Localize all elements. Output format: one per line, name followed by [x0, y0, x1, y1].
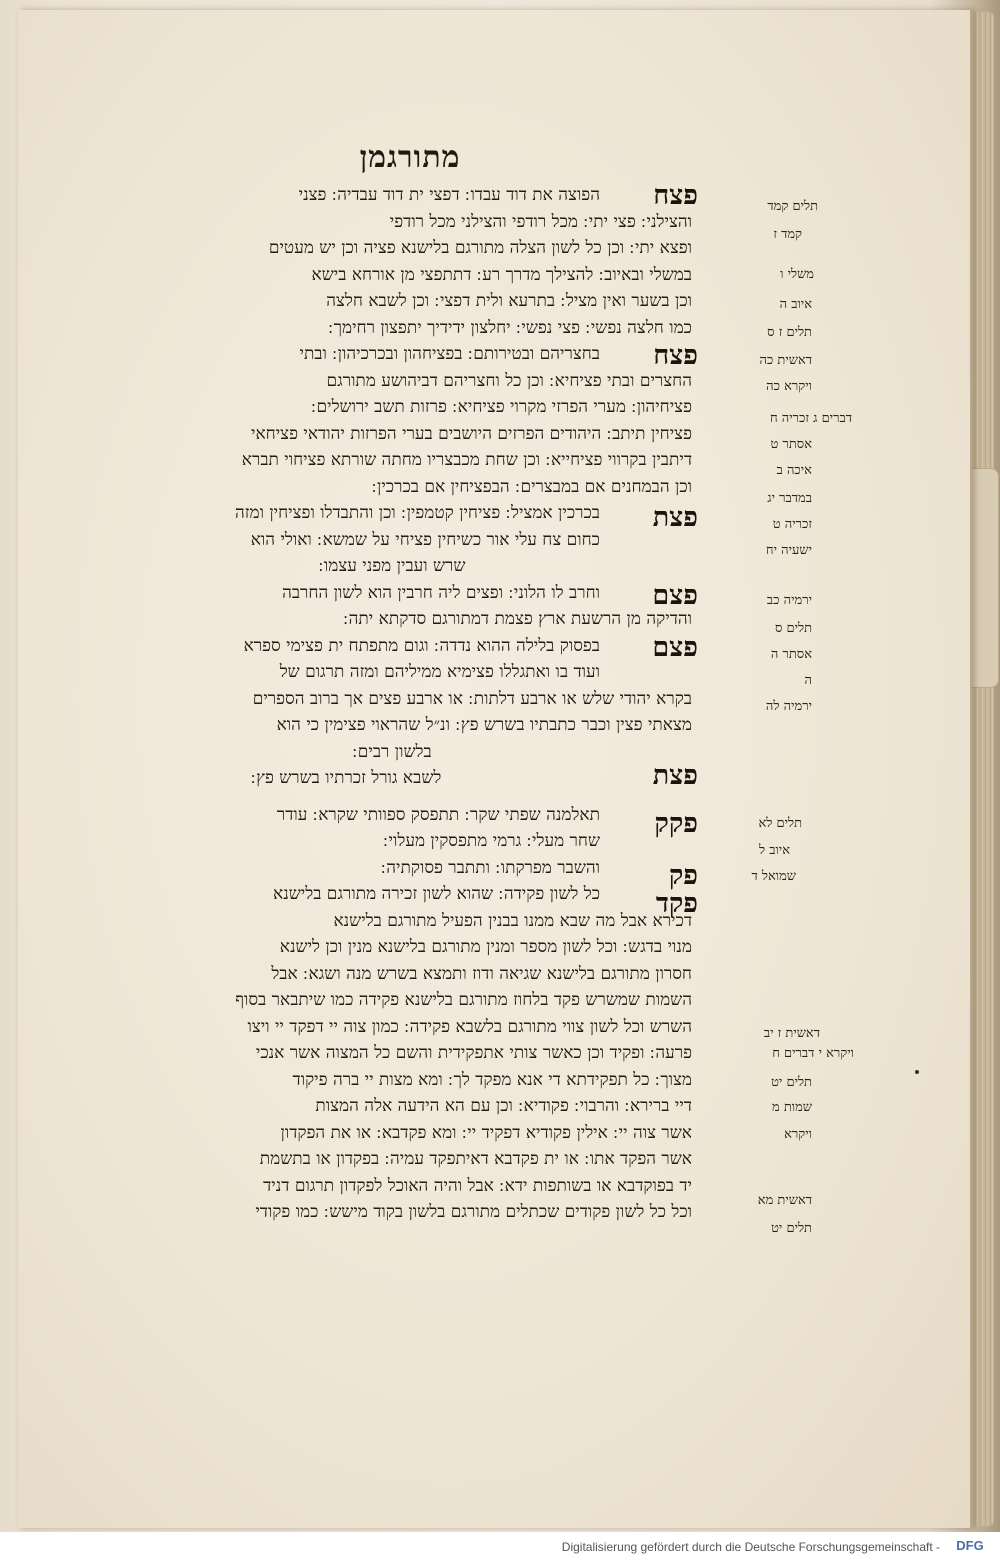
text-line: כל לשון פקידה ׃ שהוא לשון זכירה מתורגם בלישנא [273, 884, 600, 904]
text-line: הפוצה את דוד עבדו ׃ דפצי ית דוד עבדיה ׃ פצני [298, 185, 600, 205]
margin-reference: אסתר ה [770, 647, 812, 662]
text-line: בפסוק בלילה ההוא נדדה ׃ וגום מתפתח ית פצימי ספרא [243, 635, 600, 656]
body-text [92, 182, 692, 1226]
text-line: ופצא יתי ׃ וכן כל לשון הצלה מתורגם בלישנא פציה וכן יש מעטים [268, 238, 692, 258]
dfg-logo: DFG [956, 1538, 984, 1553]
headword: פצת [652, 760, 698, 791]
text-line: בלשון רבים ׃ [352, 741, 432, 762]
text-line: כחום צח עלי אור כשיחין פציחי על שמשא ׃ ואולי הוא [250, 529, 600, 550]
footer-bar [0, 1532, 1000, 1563]
text-line: בקרא יהודי שלש או ארבע דלתות ׃ או ארבע פצים אך ברוב הספרים [252, 688, 692, 709]
margin-reference: תלים יט [771, 1075, 812, 1090]
margin-reference: משלי ו [780, 267, 814, 282]
text-line: והדיקה מן הרשעת ארץ פצמת דמתורגם סדקתא יתה ׃ [343, 609, 692, 629]
text-line: בחצריהם ובטירותם ׃ בפציחהון ובכרכיהון ׃ ובתי [299, 344, 600, 364]
margin-reference: דאשית ז יב [763, 1026, 820, 1041]
margin-reference: איכה ב [776, 463, 812, 478]
text-line: וכן הבמחנים אם במבצרים ׃ הבפציחין אם בכרכין ׃ [371, 476, 692, 497]
text-line: וכל כל לשון פקודים שכתלים מתורגם בלשון בקוד מישש ׃ כמו פקודי [255, 1202, 692, 1222]
text-line: אשר הפקד אתו ׃ או ית פקדבא דאיתפקד עמיה ׃ בפקדון או בתשמת [259, 1149, 692, 1169]
margin-reference: ירמיה לה [765, 699, 812, 714]
margin-reference: במדבר יג [767, 491, 812, 506]
text-line: מצוך ׃ כל תפקידתא די אנא מפקד לך ׃ ומא מצות יי ברה פיקוד [292, 1069, 692, 1090]
margin-reference: שמואל ד [751, 869, 796, 884]
text-line: אשר צוה יי ׃ אילין פקודיא דפקיד יי ׃ ומא פקדבא ׃ או את הפקדון [280, 1122, 692, 1143]
margin-reference: דברים ג זכריה ח [769, 411, 852, 426]
margin-reference: זכריה ט [772, 517, 812, 532]
text-line: דיתבין בקרווי פציחייא ׃ וכן שחת מכבצריו מחתה שורתא פציחוי תברא [241, 450, 692, 470]
margin-reference: תלים קמד [767, 199, 818, 214]
headword: פצח [653, 180, 698, 211]
headword: פצח [653, 340, 698, 371]
funding-notice: Digitalisierung gefördert durch die Deutsche Forschungsgemeinschaft - [561, 1540, 940, 1554]
headword: פצם [652, 580, 698, 611]
text-line: תאלמנה שפתי שקר ׃ תתפסק ספוותי שקרא ׃ עודר [276, 804, 600, 825]
margin-reference: ירמיה כב [766, 593, 812, 608]
text-line: וכן בשער ואין מציל ׃ בתרעא ולית דפצי ׃ וכן לשבא חלצה [326, 291, 692, 311]
text-line: לשבא גורל זכרתיו בשרש פץ ׃ [250, 768, 442, 788]
margin-reference: שמות מ [771, 1100, 812, 1115]
margin-reference: ויקרא י דברים ח [772, 1046, 854, 1061]
text-line: החצרים ובתי פציחיא ׃ וכן כל וחצריהם דביהושע מתורגם [326, 370, 692, 391]
margin-reference: תלים יט [771, 1221, 812, 1236]
margin-reference: אסתר ט [770, 437, 812, 452]
text-line: השרש וכל לשון צווי מתורגם בלשבא פקידה ׃ כמון צוה יי דפקד יי ויצו [247, 1016, 692, 1037]
text-line: וחרב לו הלוני ׃ ופצים ליה חרבין הוא לשון החרבה [282, 582, 600, 603]
text-line: חסרון מתורגם בלישנא שגיאה ודוז ותמצא בשרש מנה ושגא ׃ אבל [271, 963, 692, 984]
margin-reference: תלים לא [758, 816, 802, 831]
text-line: פציחיהון ׃ מערי הפרזי מקרוי פציחיא ׃ פרזות תשב ירושלים ׃ [311, 397, 692, 417]
margin-reference: ה [804, 673, 812, 688]
text-line: בכרכין אמציל ׃ פציחין קטמפין ׃ וכן והתבדלו ופציחין ומזה [234, 503, 600, 523]
margin-reference: דאשית מא [757, 1193, 812, 1208]
text-line: והשבר מפרקתו ׃ ותתבר פסוקתיה ׃ [380, 857, 600, 878]
margin-reference: דאשית כה [759, 353, 812, 368]
text-line: פרעה ׃ ופקיד וכן כאשר צותי אתפקידית והשם כל המצוה אשר אנכי [255, 1043, 692, 1063]
ink-spot [915, 1070, 919, 1074]
margin-reference: ויקרא כה [766, 379, 812, 394]
margin-reference: איוב ל [758, 843, 790, 858]
headword: פקד [655, 888, 698, 919]
text-line: דכירא אבל מה שבא ממנו בבנין הפעיל מתורגם בלישנא [333, 910, 692, 931]
text-line: דיי ברירא ׃ והרבוי ׃ פקודיא ׃ וכן עם הא הידעה אלה המצות [315, 1096, 692, 1116]
headword: פקק [654, 808, 698, 839]
text-line: שחר מעלי ׃ גרמי מתפסקין מעלוי ׃ [383, 831, 600, 851]
margin-reference: ויקרא [784, 1127, 812, 1142]
headword: פצם [652, 632, 698, 663]
margin-reference: תלים ס [774, 621, 812, 636]
text-line: מנוי בדגש ׃ וכל לשון מספר ומנין מתורגם בלישנא מנין וכן לישנא [279, 937, 692, 957]
text-line: פציחין תיתב ׃ היהודים הפרזים היושבים בערי הפרזות יהודאי פציחאי [251, 423, 692, 444]
text-line: יד בפוקדבא או בשותפות ידא ׃ אבל והיה האוכל לפקדון תרגום דניד [263, 1175, 692, 1196]
headword: פק [668, 860, 698, 891]
margin-reference: תלים ז ס [767, 325, 812, 340]
text-line: והצילני ׃ פצי יתי ׃ מכל רודפי והצילני מכל רודפי [389, 211, 692, 232]
margin-reference: איוב ה [779, 297, 812, 312]
margin-reference: קמד ז [773, 227, 802, 242]
text-line: במשלי ובאיוב ׃ להצילך מדרך רע ׃ דתתפצי מן אורחא בישא [311, 264, 692, 285]
text-line: השמות שמשרש פקד בלחוז מתורגם בלישנא פקידה כמו שיתבאר בסוף [235, 990, 692, 1010]
text-line: מצאתי פצין וכבר כתבתיו בשרש פץ ׃ ונ״ל שהראוי פצימין כי הוא [276, 715, 692, 735]
margin-reference: ישעיה יח [765, 543, 812, 558]
running-head: מתורגמן [359, 140, 461, 175]
headword: פצת [652, 502, 698, 533]
text-line: כמו חלצה נפשי ׃ פצי נפשי ׃ יחלצון ידידיך יתפצון רחימך ׃ [328, 317, 692, 338]
text-line: ועוד בו ואתגללו פצימיא ממיליהם ומזה תרגום של [279, 662, 600, 682]
text-line: שרש ועבין מפני עצמו ׃ [318, 556, 466, 576]
